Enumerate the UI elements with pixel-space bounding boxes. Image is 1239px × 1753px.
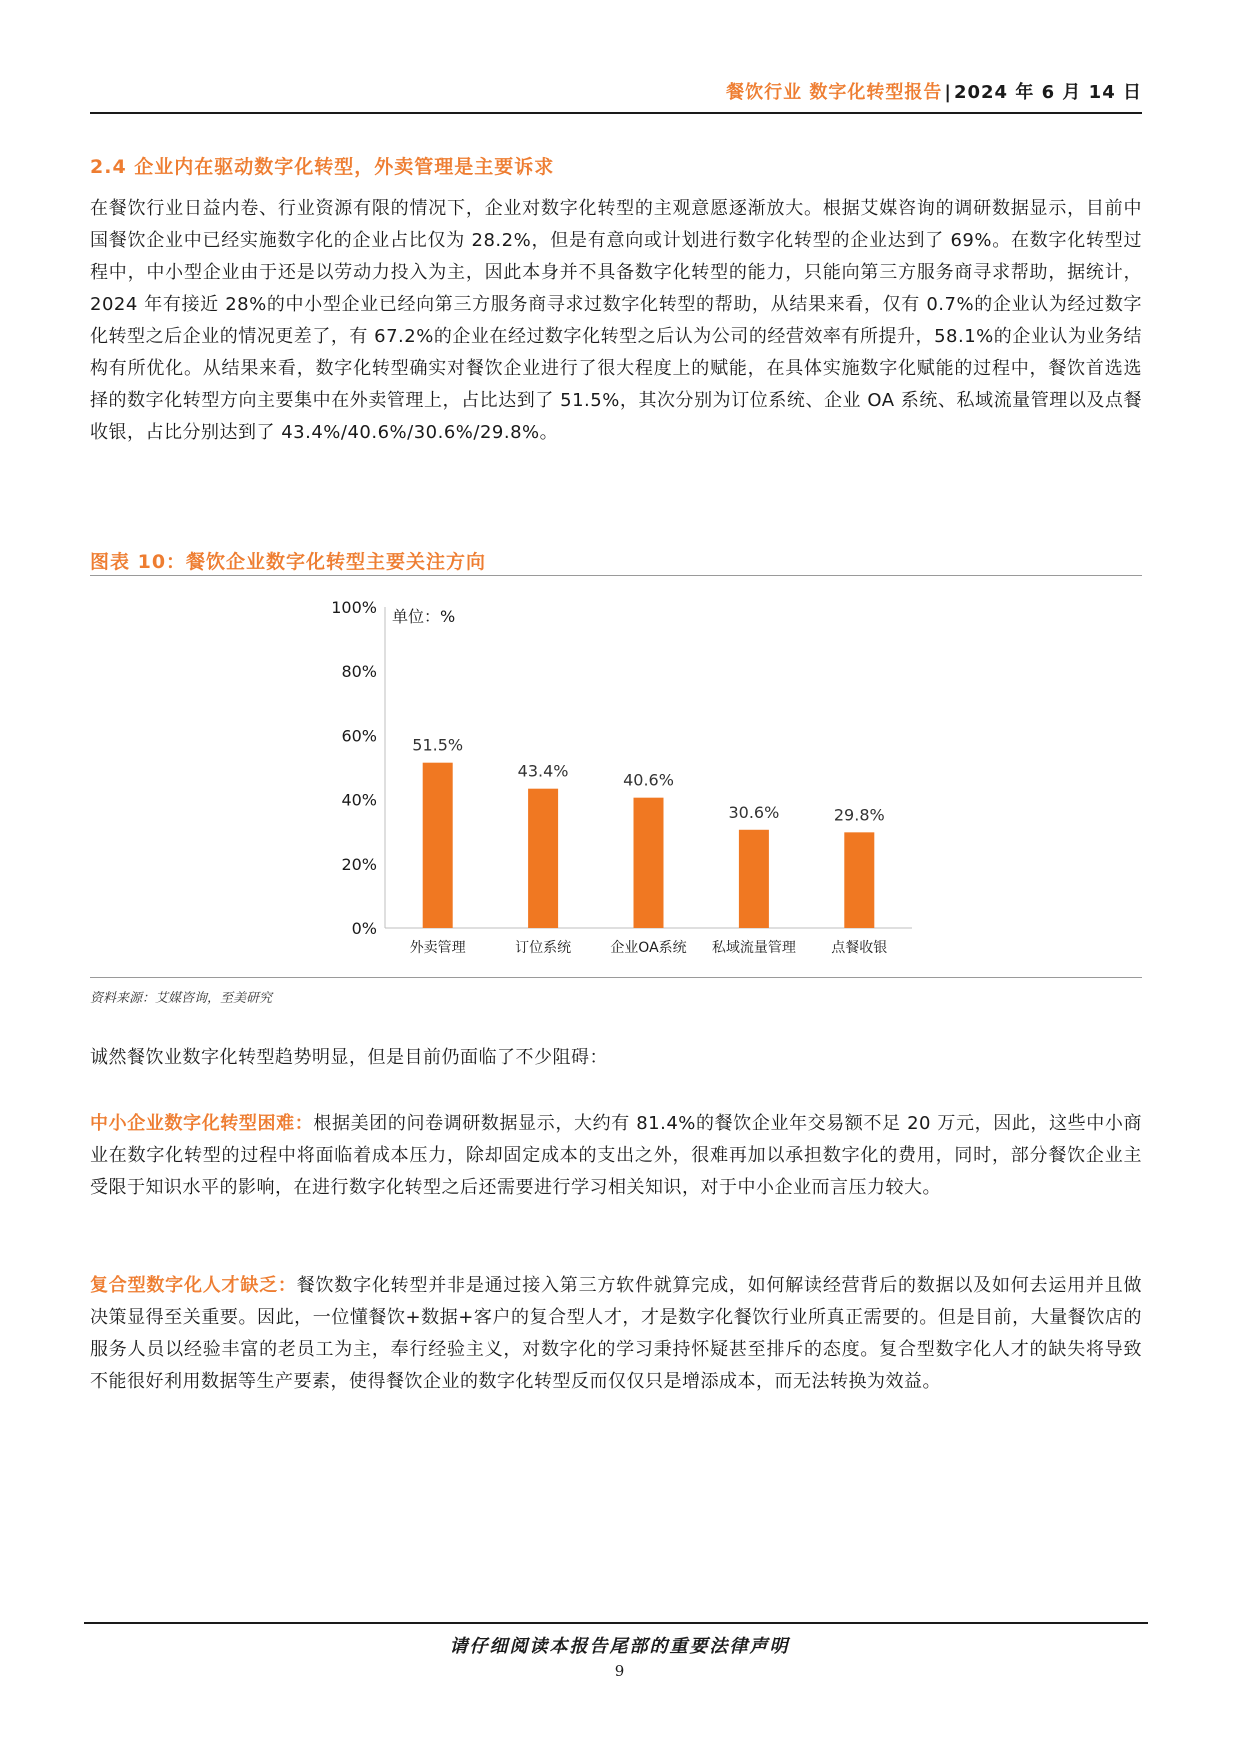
section-paragraph: 在餐饮行业日益内卷、行业资源有限的情况下，企业对数字化转型的主观意愿逐渐放大。根据艾媒咨询的调研数据显示，目前中国餐饮企业中已经实施数字化的企业占比仅为 28.2%，但是有意向或计划进行数字化转型的企业达到了 69%。在数字化转型过程中，中小型企业由于还是以劳动力投入为主，因此本身并不具备数字化转型的能力，只能向第三方服务商寻求帮助，据统计，2024 年有接近 28%的中小型企业已经向第三方服务商寻求过数字化转型的帮助，从结果来看，仅有 0.7%的企业认为经过数字化转型之后企业的情况更差了，有 67.2%的企业在经过数字化转型之后认为公司的经营效率有所提升，58.1%的企业认为业务结构有所优化。从结果来看，数字化转型确实对餐饮企业进行了很大程度上的赋能，在具体实施数字化赋能的过程中，餐饮首选选择的数字化转型方向主要集中在外卖管理上，占比达到了 51.5%，其次分别为订位系统、企业 OA 系统、私域流量管理以及点餐收银，占比分别达到了 43.4%/40.6%/30.6%/29.8%。 [90,198,1142,443]
y-tick-label: 100% [331,598,377,617]
bar [844,832,874,928]
page-number: 9 [614,1662,625,1680]
y-tick-label: 80% [341,662,377,682]
bar [739,830,769,928]
point1-paragraph [90,1108,1142,1204]
bar-series [412,736,884,928]
bar-data-label: 51.5% [412,735,464,755]
intro-paragraph: 诚然餐饮业数字化转型趋势明显，但是目前仍面临了不少阻碍： [90,1047,608,1068]
y-tick-label: 40% [341,790,377,810]
y-tick-label: 20% [341,854,377,874]
figure-bottom-rule [90,977,1142,978]
header-rule [90,112,1142,114]
x-tick-label: 点餐收银 [831,940,888,956]
point2-lead: 复合型数字化人才缺乏： [90,1275,297,1296]
y-tick-label: 60% [341,726,377,746]
x-tick-label: 企业OA系统 [610,940,687,956]
point1-text: 根据美团的问卷调研数据显示，大约有 81.4%的餐饮企业年交易额不足 20 万元，因此，这些中小商业在数字化转型的过程中将面临着成本压力，除却固定成本的支出之外，很难再加以承担数字化的费用，同时，部分餐饮企业主受限于知识水平的影响，在进行数字化转型之后还需要进行学习相关知识，对于中小企业而言压力较大。 [90,1113,1142,1198]
header-separator: | [944,82,952,103]
bar-chart [300,585,940,970]
x-axis-labels [410,939,888,956]
y-tick-label: 0% [351,919,377,938]
figure-top-rule [90,575,1142,576]
bar-data-label: 30.6% [728,802,780,822]
bar [634,798,664,928]
point2-paragraph [90,1270,1142,1398]
chart-unit-label: 单位：% [392,607,456,626]
report-date: 2024 年 6 月 14 日 [953,82,1142,103]
bar-data-label: 43.4% [517,761,569,781]
y-axis-ticks [331,598,377,938]
point2-text: 餐饮数字化转型并非是通过接入第三方软件就算完成，如何解读经营背后的数据以及如何去运用并且做决策显得至关重要。因此，一位懂餐饮+数据+客户的复合型人才，才是数字化餐饮行业所真正需要的。但是目前，大量餐饮店的服务人员以经验丰富的老员工为主，奉行经验主义，对数字化的学习秉持怀疑甚至排斥的态度。复合型数字化人才的缺失将导致不能很好利用数据等生产要素，使得餐饮企业的数字化转型反而仅仅只是增添成本，而无法转换为效益。 [90,1275,1142,1392]
bar-data-label: 29.8% [833,805,885,825]
figure-source: 资料来源：艾媒咨询，至美研究 [90,991,273,1006]
bar [528,789,558,928]
bar [423,763,453,928]
x-tick-label: 外卖管理 [409,940,466,956]
bar-data-label: 40.6% [623,770,674,790]
report-header [726,78,1142,104]
x-tick-label: 私域流量管理 [711,940,796,956]
section-heading: 2.4 企业内在驱动数字化转型，外卖管理是主要诉求 [90,156,555,178]
x-tick-label: 订位系统 [515,940,572,956]
footer-disclaimer: 请仔细阅读本报告尾部的重要法律声明 [449,1636,790,1657]
point1-lead: 中小企业数字化转型困难： [90,1113,314,1134]
footer-rule [84,1622,1148,1624]
figure-title: 图表 10：餐饮企业数字化转型主要关注方向 [90,551,487,573]
report-label: 餐饮行业 数字化转型报告 [726,82,943,103]
